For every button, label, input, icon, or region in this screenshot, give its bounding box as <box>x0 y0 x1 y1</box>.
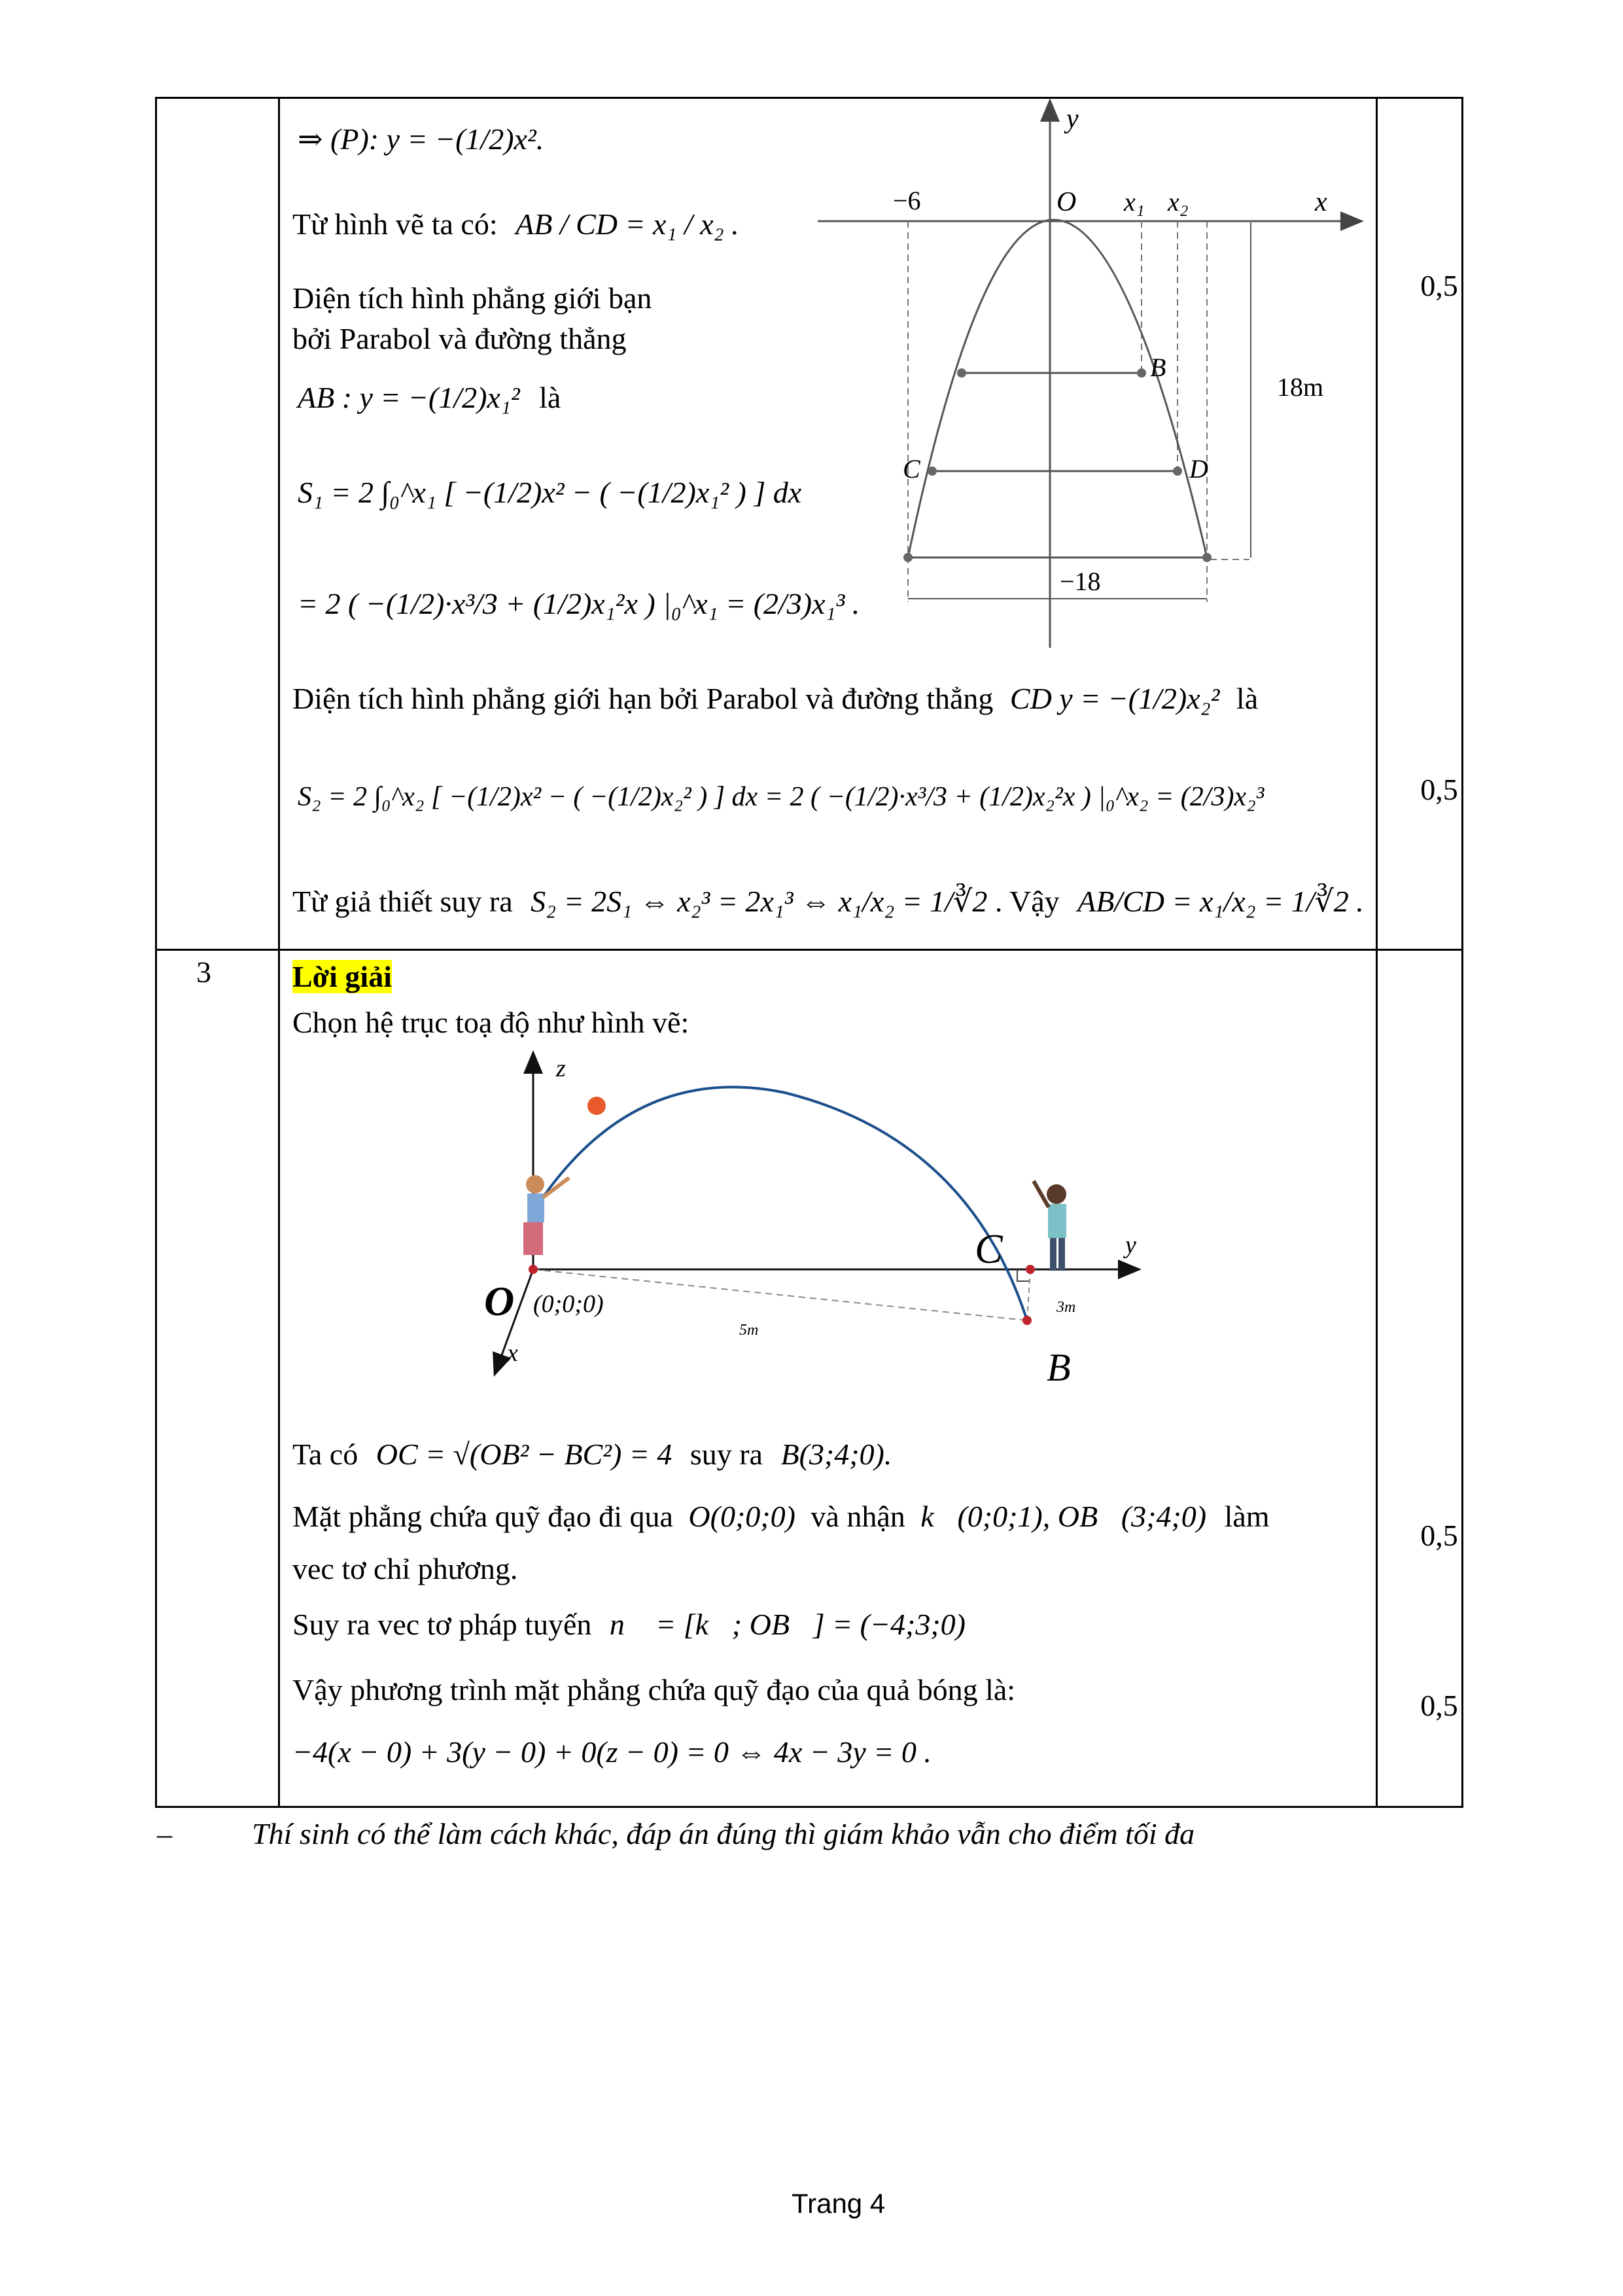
oc-math: OC = √(OB² − BC²) = 4 <box>375 1438 672 1471</box>
point-b-3d <box>1022 1316 1032 1325</box>
point-c <box>928 467 937 476</box>
point-base-left <box>903 553 913 562</box>
plane-text-b: O(0;0;0) <box>688 1500 795 1533</box>
z-axis-label: z <box>556 1055 566 1082</box>
segment-ob <box>533 1269 1027 1320</box>
ratio-intro-text: Từ hình vẽ ta có: <box>292 207 498 241</box>
label-b: B <box>1150 353 1166 382</box>
score-4: 0,5 <box>1420 1689 1458 1722</box>
conclusion-final: AB/CD = x₁/x₂ = 1/∛2 . <box>1077 885 1364 918</box>
point-c-3d <box>1026 1265 1035 1274</box>
label-3m: 3m <box>1056 1299 1076 1316</box>
thrower-figure <box>523 1175 569 1255</box>
score-3: 0,5 <box>1420 1519 1458 1552</box>
plane-equation: −4(x − 0) + 3(y − 0) + 0(z − 0) = 0 ⇔ 4x − 3y = 0 . <box>292 1735 932 1769</box>
line-ab-math: AB : y = −(1/2)x₁² <box>298 381 520 414</box>
score-1: 0,5 <box>1420 269 1458 302</box>
area-intro-line-2: bởi Parabol và đường thẳng <box>292 322 627 355</box>
point-d <box>1173 467 1182 476</box>
label-b-3d: B <box>1047 1346 1071 1389</box>
y-axis-3d-label: y <box>1125 1231 1136 1259</box>
point-a <box>957 368 966 378</box>
ratio-equation: AB / CD = x₁ / x₂ . <box>515 207 739 241</box>
label-c: C <box>903 454 920 484</box>
solution-heading <box>292 959 392 995</box>
coordinate-intro: Chọn hệ trục toạ độ như hình vẽ: <box>292 1006 689 1039</box>
line-ab-equation <box>298 380 561 416</box>
trajectory-figure <box>458 1047 1210 1400</box>
point-o <box>529 1265 538 1274</box>
plane-text-c: và nhận <box>811 1500 905 1533</box>
page-number: Trang 4 <box>792 2188 886 2219</box>
solution-heading-text: Lời giải <box>292 960 392 993</box>
normal-prefix: Suy ra vec tơ pháp tuyến <box>292 1608 592 1641</box>
line-cd-math: CD y = −(1/2)x₂² <box>1009 682 1220 715</box>
conclusion-prefix: Từ giả thiết suy ra <box>292 885 513 918</box>
parabola-curve <box>908 220 1207 557</box>
plane-line-2: vec tơ chỉ phương. <box>292 1552 518 1585</box>
point-b <box>1137 368 1146 378</box>
receiver-figure <box>1034 1181 1066 1271</box>
label-5m: 5m <box>739 1322 759 1339</box>
plane-text-a: Mặt phẳng chứa quỹ đạo đi qua <box>292 1500 673 1533</box>
ratio-intro <box>292 206 739 243</box>
ball <box>587 1097 606 1115</box>
line-ab-suffix: là <box>539 381 561 414</box>
normal-math: n⃗ = [k⃗; OB⃗] = (−4;3;0) <box>609 1608 966 1641</box>
s2-integral: S₂ = 2 ∫₀^x₂ [ −(1/2)x² − ( −(1/2)x₂² ) ] dx = 2 ( −(1/2)·x³/3 + (1/2)x₂²x ) |₀^x₂ = (2/3)x₂³ <box>298 782 1265 812</box>
label-x1: x₁ <box>1124 187 1145 217</box>
x-axis-3d-label: x <box>507 1339 518 1367</box>
plane-line-1 <box>292 1498 1270 1535</box>
footer-note: Thí sinh có thể làm cách khác, đáp án đúng thì giám khảo vẫn cho điểm tối đa <box>252 1817 1195 1850</box>
plane-text-e: làm <box>1224 1500 1270 1533</box>
x-axis-label: x <box>1315 187 1327 217</box>
equation-parabola: ⇒ (P): y = −(1/2)x². <box>298 122 544 156</box>
label-x2: x₂ <box>1168 187 1189 217</box>
s1-result: = 2 ( −(1/2)·x³/3 + (1/2)x₁²x ) |₀^x₁ = (2/3)x₁³ . <box>298 587 860 620</box>
point-base-right <box>1202 553 1212 562</box>
line-cd-suffix: là <box>1236 682 1259 715</box>
label-neg6: −6 <box>893 186 921 215</box>
segment-cb <box>1027 1269 1030 1320</box>
question-number: 3 <box>196 955 211 989</box>
conclusion-math: S₂ = 2S₁ ⇔ x₂³ = 2x₁³ ⇔ x₁/x₂ = 1/∛2 <box>531 885 988 918</box>
s1-integral: S₁ = 2 ∫₀^x₁ [ −(1/2)x² − ( −(1/2)x₁² ) ] dx <box>298 476 802 509</box>
label-c-3d: C <box>975 1226 1003 1272</box>
normal-vector-line <box>292 1606 966 1643</box>
ball-trajectory <box>530 1087 1027 1320</box>
table-divider-col1 <box>278 97 280 1807</box>
label-18m: 18m <box>1277 372 1324 402</box>
conclusion-vay: . Vậy <box>994 885 1060 918</box>
origin-label-3d: O <box>484 1278 515 1324</box>
origin-coords-label: (0;0;0) <box>533 1290 604 1318</box>
table-row-divider <box>155 949 1463 951</box>
conclusion-line <box>292 883 1364 920</box>
oc-line <box>292 1436 892 1473</box>
parabola-figure <box>811 98 1374 661</box>
oc-mid: suy ra <box>689 1438 763 1471</box>
equation-intro: Vậy phương trình mặt phẳng chứa quỹ đạo của quả bóng là: <box>292 1673 1016 1706</box>
plane-text-d: k⃗(0;0;1), OB⃗(3;4;0) <box>920 1500 1207 1533</box>
oc-result: B(3;4;0). <box>780 1438 892 1471</box>
score-2: 0,5 <box>1420 773 1458 806</box>
table-border-left <box>155 97 157 1807</box>
area-cd-line <box>292 680 1258 717</box>
y-axis-label: y <box>1066 104 1079 134</box>
table-border-bottom <box>155 1806 1463 1808</box>
footer-dash: – <box>157 1817 172 1850</box>
label-d: D <box>1189 454 1208 484</box>
origin-label: O <box>1056 187 1077 217</box>
oc-prefix: Ta có <box>292 1438 358 1471</box>
area-intro-line-1: Diện tích hình phẳng giới bạn <box>292 281 652 315</box>
area-cd-intro: Diện tích hình phẳng giới hạn bởi Parabol và đường thẳng <box>292 682 994 715</box>
label-neg18: −18 <box>1060 567 1101 596</box>
